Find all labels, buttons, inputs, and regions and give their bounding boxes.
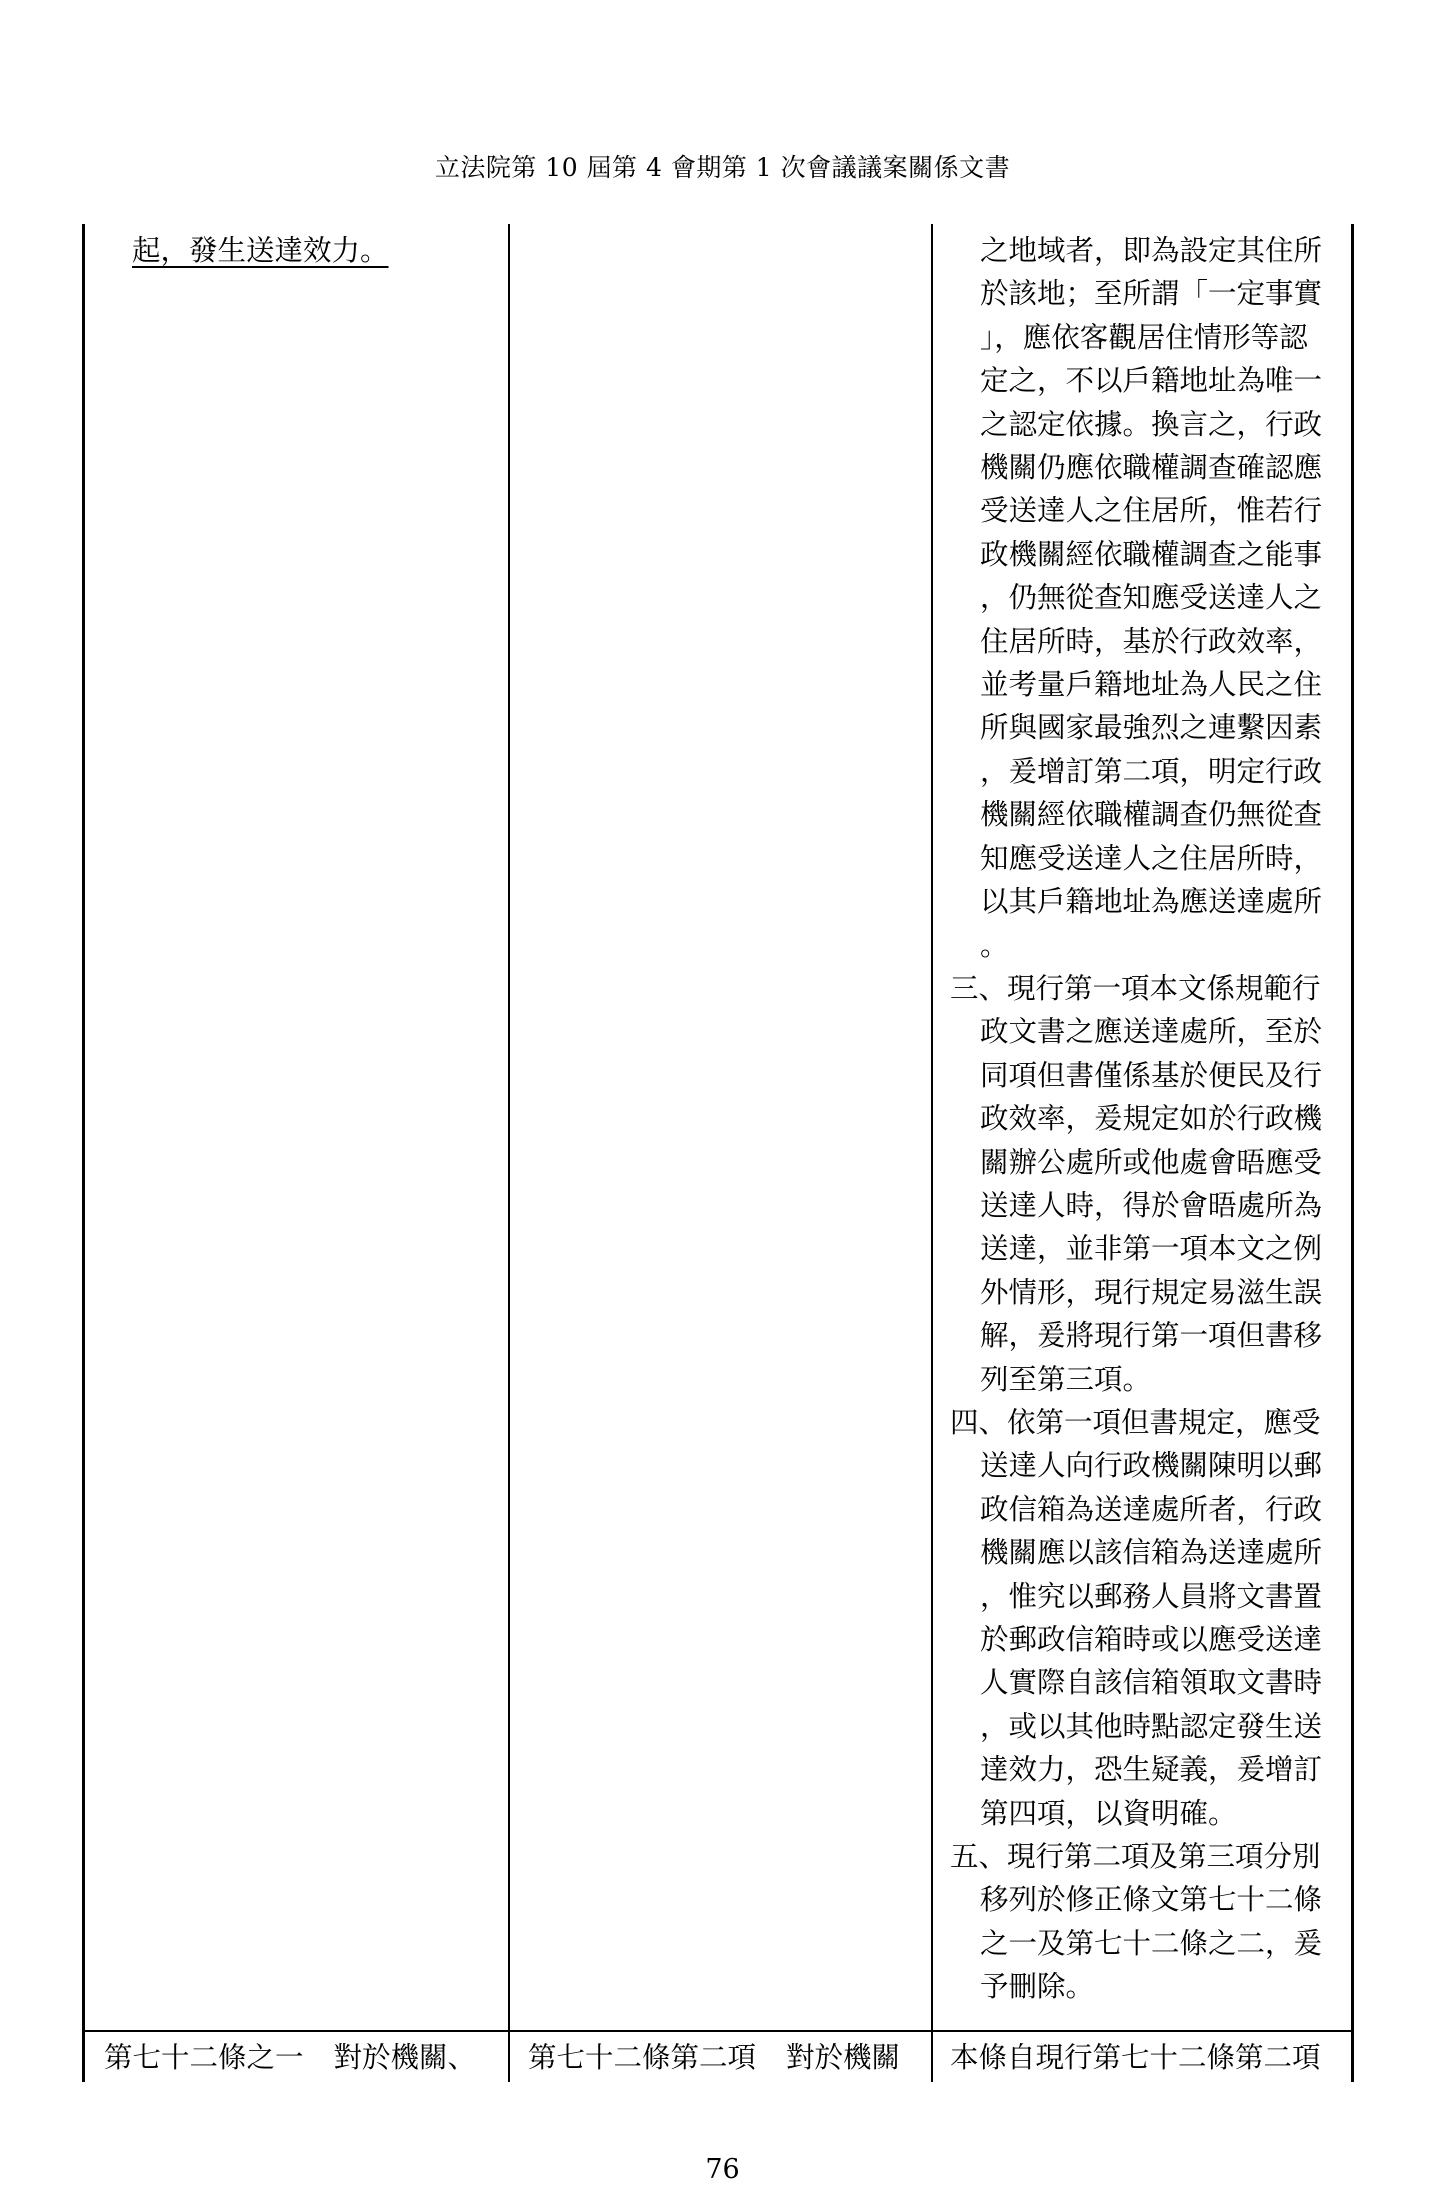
- column-divider-2: [931, 224, 933, 2082]
- amended-text-cell: [132, 229, 389, 272]
- explanation-item: [950, 967, 1350, 1401]
- explanation-item-line: 送達人時，得於會晤處所為: [980, 1188, 1323, 1222]
- explanation-item-line: 人實際自該信箱領取文書時: [980, 1666, 1323, 1700]
- table-left-border: [82, 224, 85, 2082]
- page-number: 76: [705, 2154, 740, 2185]
- row-divider: [82, 2030, 1354, 2032]
- bottom-row-amended-cell: [104, 2036, 476, 2079]
- explanation-line: 機關經依職權調查仍無從查: [980, 798, 1323, 832]
- explanation-item-line: 於郵政信箱時或以應受送達: [980, 1623, 1323, 1656]
- explanation-item-line: 政效率，爰規定如於行政機: [980, 1102, 1323, 1136]
- explanation-line: 定之，不以戶籍地址為唯一: [980, 364, 1323, 398]
- explanation-line: 所與國家最強烈之連繫因素: [980, 711, 1323, 745]
- bottom-row-current-cell: [528, 2036, 900, 2079]
- explanation-line: 住居所時，基於行政效率，: [980, 624, 1323, 658]
- column-divider-1: [508, 224, 510, 2082]
- explanation-items: [950, 967, 1350, 2009]
- explanation-item-line: 送達人向行政機關陳明以郵: [980, 1449, 1323, 1483]
- explanation-line: 受送達人之住居所，惟若行: [980, 494, 1323, 528]
- explanation-item-line: 外情形，現行規定易滋生誤: [980, 1275, 1323, 1309]
- explanation-item-line: ，惟究以郵務人員將文書置: [980, 1579, 1323, 1613]
- explanation-line: 之地域者，即為設定其住所: [980, 234, 1323, 267]
- explanation-line: 以其戶籍地址為應送達處所: [980, 885, 1323, 919]
- explanation-item-line: 移列於修正條文第七十二條: [980, 1883, 1323, 1917]
- table-right-border: [1351, 224, 1354, 2082]
- explanation-item-line: 予刪除。: [980, 1970, 1095, 2004]
- explanation-text: 本條自現行第七十二條第二項: [950, 2041, 1321, 2074]
- current-article-number: 第七十二條第二項: [528, 2041, 757, 2074]
- explanation-item: [950, 1401, 1350, 1835]
- explanation-item-first-line: 三、現行第一項本文係規範行: [950, 971, 1321, 1005]
- explanation-line: 」，應依客觀居住情形等認: [980, 320, 1308, 354]
- explanation-item-first-line: 五、現行第二項及第三項分別: [950, 1840, 1321, 1874]
- explanation-item-line: 達效力，恐生疑義，爰增訂: [980, 1753, 1323, 1787]
- explanation-line: 機關仍應依職權調查確認應: [980, 451, 1323, 485]
- explanation-item-line: 政信箱為送達處所者，行政: [980, 1492, 1323, 1526]
- explanation-item-line: 列至第三項。: [980, 1362, 1152, 1396]
- explanation-item-line: ，或以其他時點認定發生送: [980, 1709, 1323, 1743]
- document-header: 立法院第 10 屆第 4 會期第 1 次會議議案關係文書: [434, 153, 1011, 182]
- amended-article-text: 對於機關、: [333, 2041, 477, 2074]
- explanation-item-line: 關辦公處所或他處會晤應受: [980, 1145, 1323, 1179]
- explanation-cell: [950, 229, 1350, 2009]
- explanation-continuation: [950, 229, 1350, 967]
- explanation-line: 政機關經依職權調查之能事: [980, 537, 1323, 571]
- explanation-item-line: 機關應以該信箱為送達處所: [980, 1536, 1323, 1570]
- explanation-line: ，仍無從查知應受送達人之: [980, 581, 1323, 615]
- explanation-item-line: 解，爰將現行第一項但書移: [980, 1319, 1323, 1353]
- amended-article-number: 第七十二條之一: [104, 2041, 304, 2074]
- bottom-row-explanation-cell: [950, 2036, 1321, 2079]
- explanation-line: ，爰增訂第二項，明定行政: [980, 754, 1323, 788]
- explanation-line: 於該地；至所謂「一定事實: [980, 277, 1323, 311]
- explanation-line: 之認定依據。換言之，行政: [980, 407, 1323, 441]
- explanation-item-line: 第四項，以資明確。: [980, 1796, 1237, 1830]
- explanation-item-line: 政文書之應送達處所，至於: [980, 1015, 1323, 1049]
- explanation-item-line: 送達，並非第一項本文之例: [980, 1232, 1323, 1266]
- explanation-item-first-line: 四、依第一項但書規定，應受: [950, 1405, 1321, 1439]
- explanation-item: [950, 1835, 1350, 2009]
- current-article-text: 對於機關: [786, 2041, 901, 2074]
- amended-text-underlined: 起，發生送達效力。: [132, 234, 389, 267]
- explanation-line: 知應受送達人之住居所時，: [980, 841, 1323, 875]
- explanation-line: 並考量戶籍地址為人民之住: [980, 668, 1323, 702]
- explanation-item-line: 同項但書僅係基於便民及行: [980, 1058, 1323, 1092]
- explanation-line: 。: [980, 928, 1009, 962]
- explanation-item-line: 之一及第七十二條之二，爰: [980, 1926, 1323, 1960]
